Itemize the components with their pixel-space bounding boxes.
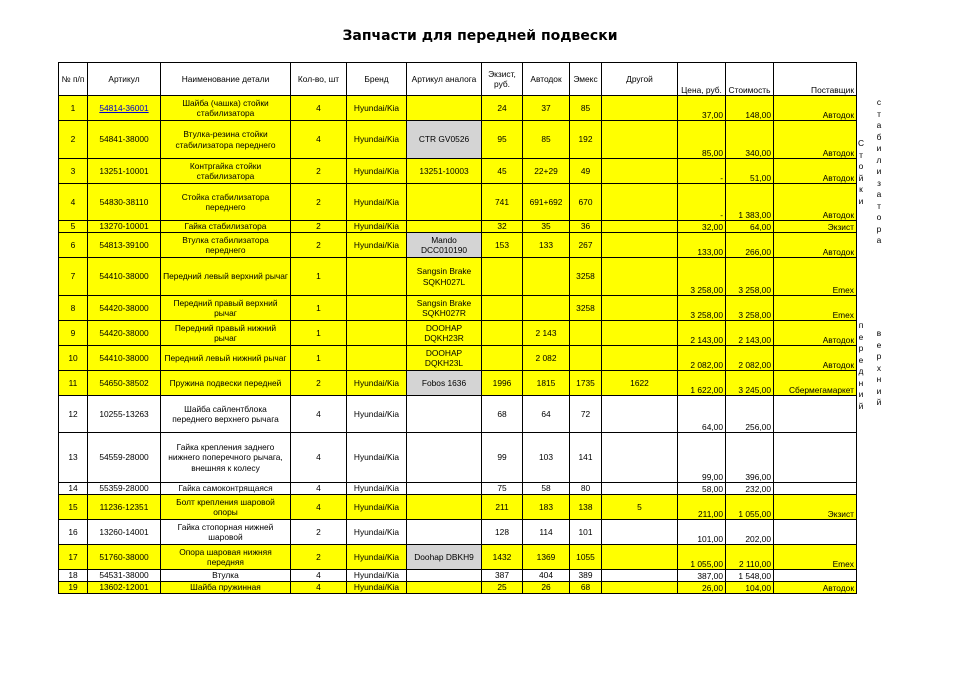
cell-exist [482,296,523,321]
cell-brand: Hyundai/Kia [347,233,407,258]
cell-exist [482,258,523,296]
cell-number: 8 [59,296,88,321]
cell-other [602,258,678,296]
cell-number: 6 [59,233,88,258]
cell-supplier: Автодок [774,159,857,184]
cell-number: 18 [59,570,88,582]
cell-avtodok: 37 [523,96,570,121]
cell-price: 1 622,00 [678,371,726,396]
cell-analog: Doohap DBKH9 [407,545,482,570]
cell-supplier: Emex [774,296,857,321]
cell-article: 54813-39100 [88,233,161,258]
cell-article: 13270-10001 [88,221,161,233]
cell-number: 16 [59,520,88,545]
cell-supplier [774,433,857,483]
col-header-number: № п/п [59,63,88,96]
cell-exist [482,321,523,346]
cell-article: 54410-38000 [88,258,161,296]
cell-article: 54531-38000 [88,570,161,582]
cell-price: 3 258,00 [678,258,726,296]
cell-exist: 95 [482,121,523,159]
table-row [59,371,857,396]
cell-cost: 2 082,00 [726,346,774,371]
cell-emex: 267 [570,233,602,258]
cell-name: Стойка стабилизатора переднего [161,184,291,221]
table-row [59,233,857,258]
cell-cost: 3 258,00 [726,296,774,321]
cell-cost: 2 110,00 [726,545,774,570]
cell-qty: 2 [291,545,347,570]
cell-other [602,396,678,433]
cell-article: 10255-13263 [88,396,161,433]
col-header-cost: Стоимость [726,63,774,96]
cell-cost: 148,00 [726,96,774,121]
cell-qty: 4 [291,582,347,594]
cell-avtodok: 35 [523,221,570,233]
cell-supplier: Сбермегамаркет [774,371,857,396]
cell-price: 99,00 [678,433,726,483]
cell-price: 64,00 [678,396,726,433]
cell-brand: Hyundai/Kia [347,582,407,594]
cell-number: 11 [59,371,88,396]
cell-name: Втулка-резина стойки стабилизатора переднего [161,121,291,159]
side-label-peredniy: передний [858,320,864,411]
cell-name: Передний правый верхний рычаг [161,296,291,321]
cell-number: 5 [59,221,88,233]
table-row [59,258,857,296]
cell-supplier: Emex [774,545,857,570]
col-header-exist: Экзист, руб. [482,63,523,96]
col-header-other: Другой [602,63,678,96]
cell-emex: 192 [570,121,602,159]
cell-supplier [774,483,857,495]
cell-price: 2 082,00 [678,346,726,371]
cell-supplier: Автодок [774,184,857,221]
cell-emex: 72 [570,396,602,433]
cell-supplier: Emex [774,258,857,296]
cell-cost: 202,00 [726,520,774,545]
cell-number: 19 [59,582,88,594]
cell-brand: Hyundai/Kia [347,184,407,221]
cell-article: 54830-38110 [88,184,161,221]
col-header-emex: Эмекс [570,63,602,96]
cell-qty: 2 [291,371,347,396]
table-row [59,346,857,371]
cell-qty: 4 [291,433,347,483]
table-row [59,221,857,233]
cell-number: 7 [59,258,88,296]
cell-avtodok: 22+29 [523,159,570,184]
cell-brand: Hyundai/Kia [347,159,407,184]
cell-cost: 64,00 [726,221,774,233]
cell-emex [570,321,602,346]
cell-article: 13602-12001 [88,582,161,594]
cell-cost: 1 548,00 [726,570,774,582]
cell-brand: Hyundai/Kia [347,570,407,582]
cell-supplier: Экзист [774,221,857,233]
cell-cost: 396,00 [726,433,774,483]
cell-avtodok [523,296,570,321]
cell-name: Болт крепления шаровой опоры [161,495,291,520]
page-title: Запчасти для передней подвески [342,28,618,44]
cell-emex: 3258 [570,258,602,296]
cell-other [602,346,678,371]
cell-analog [407,96,482,121]
cell-qty: 4 [291,570,347,582]
cell-emex [570,346,602,371]
cell-price: 58,00 [678,483,726,495]
cell-emex: 85 [570,96,602,121]
cell-name: Гайка стабилизатора [161,221,291,233]
cell-avtodok: 64 [523,396,570,433]
cell-article [88,96,161,121]
cell-article: 54420-38000 [88,296,161,321]
cell-analog: DOOHAP DQKH23R [407,321,482,346]
cell-qty: 2 [291,520,347,545]
cell-cost: 2 143,00 [726,321,774,346]
table-row [59,184,857,221]
cell-supplier: Автодок [774,233,857,258]
cell-brand: Hyundai/Kia [347,495,407,520]
cell-brand [347,346,407,371]
cell-cost: 104,00 [726,582,774,594]
cell-qty: 4 [291,396,347,433]
table-body [59,96,857,594]
cell-avtodok: 2 082 [523,346,570,371]
cell-other [602,570,678,582]
cell-exist: 211 [482,495,523,520]
col-header-supplier: Поставщик [774,63,857,96]
cell-brand: Hyundai/Kia [347,96,407,121]
cell-number: 9 [59,321,88,346]
cell-analog [407,184,482,221]
cell-article: 11236-12351 [88,495,161,520]
col-header-qty: Кол-во, шт [291,63,347,96]
side-label-stabilizatora: стабилизатора [876,97,882,245]
cell-price: 387,00 [678,570,726,582]
cell-other [602,582,678,594]
cell-article: 13251-10001 [88,159,161,184]
cell-name: Передний левый нижний рычаг [161,346,291,371]
cell-analog: Fobos 1636 [407,371,482,396]
cell-qty: 4 [291,483,347,495]
cell-article: 54559-28000 [88,433,161,483]
cell-article: 54650-38502 [88,371,161,396]
cell-price: - [678,159,726,184]
cell-exist: 1996 [482,371,523,396]
cell-exist [482,346,523,371]
cell-other [602,96,678,121]
cell-brand: Hyundai/Kia [347,121,407,159]
cell-brand: Hyundai/Kia [347,483,407,495]
cell-name: Передний левый верхний рычаг [161,258,291,296]
table-row [59,520,857,545]
cell-emex: 1055 [570,545,602,570]
cell-exist: 99 [482,433,523,483]
table-row [59,96,857,121]
cell-qty: 4 [291,495,347,520]
col-header-avtodok: Автодок [523,63,570,96]
cell-cost: 256,00 [726,396,774,433]
cell-avtodok: 133 [523,233,570,258]
cell-name: Шайба пружинная [161,582,291,594]
cell-avtodok [523,258,570,296]
cell-avtodok: 2 143 [523,321,570,346]
cell-supplier: Автодок [774,121,857,159]
side-label-stoyki: Стойки [857,138,865,206]
cell-cost: 1 383,00 [726,184,774,221]
cell-name: Гайка самоконтрящаяся [161,483,291,495]
cell-analog: Sangsin Brake SQKH027R [407,296,482,321]
table-row [59,570,857,582]
cell-emex: 49 [570,159,602,184]
cell-qty: 4 [291,96,347,121]
cell-qty: 4 [291,121,347,159]
cell-price: 101,00 [678,520,726,545]
cell-supplier: Автодок [774,346,857,371]
cell-exist: 1432 [482,545,523,570]
cell-number: 12 [59,396,88,433]
cell-number: 17 [59,545,88,570]
cell-name: Гайка крепления заднего нижнего поперечного рычага, внешняя к колесу [161,433,291,483]
header-row [59,63,857,96]
parts-table [58,62,857,594]
cell-exist: 128 [482,520,523,545]
cell-price: 85,00 [678,121,726,159]
cell-exist: 75 [482,483,523,495]
cell-price: 1 055,00 [678,545,726,570]
cell-name: Контргайка стойки стабилизатора [161,159,291,184]
cell-exist: 68 [482,396,523,433]
cell-article: 54420-38000 [88,321,161,346]
table-row [59,495,857,520]
cell-name: Шайба (чашка) стойки стабилизатора [161,96,291,121]
cell-emex: 389 [570,570,602,582]
cell-qty: 1 [291,346,347,371]
cell-other [602,296,678,321]
cell-exist: 25 [482,582,523,594]
cell-number: 13 [59,433,88,483]
col-header-name: Наименование детали [161,63,291,96]
cell-brand: Hyundai/Kia [347,520,407,545]
table-row [59,121,857,159]
table-row [59,296,857,321]
cell-article: 13260-14001 [88,520,161,545]
table-row [59,483,857,495]
cell-brand [347,258,407,296]
cell-cost: 1 055,00 [726,495,774,520]
cell-analog [407,582,482,594]
table-row [59,545,857,570]
cell-cost: 3 245,00 [726,371,774,396]
cell-analog: Mando DCC010190 [407,233,482,258]
col-header-brand: Бренд [347,63,407,96]
cell-supplier [774,570,857,582]
cell-name: Гайка стопорная нижней шаровой [161,520,291,545]
cell-avtodok: 58 [523,483,570,495]
cell-analog: 13251-10003 [407,159,482,184]
cell-article: 55359-28000 [88,483,161,495]
cell-avtodok: 1369 [523,545,570,570]
cell-other: 1622 [602,371,678,396]
cell-analog [407,570,482,582]
cell-article: 54841-38000 [88,121,161,159]
cell-supplier: Экзист [774,495,857,520]
cell-number: 4 [59,184,88,221]
cell-qty: 2 [291,233,347,258]
cell-brand [347,321,407,346]
cell-emex: 138 [570,495,602,520]
cell-name: Опора шаровая нижняя передняя [161,545,291,570]
cell-name: Втулка стабилизатора переднего [161,233,291,258]
cell-emex: 3258 [570,296,602,321]
cell-other [602,483,678,495]
cell-analog [407,495,482,520]
cell-brand: Hyundai/Kia [347,433,407,483]
table-row [59,433,857,483]
cell-other: 5 [602,495,678,520]
cell-exist: 387 [482,570,523,582]
cell-brand [347,296,407,321]
cell-cost: 51,00 [726,159,774,184]
cell-analog: DOOHAP DQKH23L [407,346,482,371]
cell-analog: CTR GV0526 [407,121,482,159]
cell-other [602,520,678,545]
cell-analog [407,520,482,545]
cell-avtodok: 691+692 [523,184,570,221]
cell-supplier: Автодок [774,321,857,346]
cell-brand: Hyundai/Kia [347,545,407,570]
cell-supplier: Автодок [774,96,857,121]
cell-number: 15 [59,495,88,520]
cell-avtodok: 26 [523,582,570,594]
cell-name: Передний правый нижний рычаг [161,321,291,346]
cell-number: 1 [59,96,88,121]
cell-article: 54410-38000 [88,346,161,371]
cell-price: 3 258,00 [678,296,726,321]
cell-exist: 24 [482,96,523,121]
cell-analog: Sangsin Brake SQKH027L [407,258,482,296]
cell-qty: 1 [291,296,347,321]
cell-emex: 80 [570,483,602,495]
cell-emex: 1735 [570,371,602,396]
cell-cost: 340,00 [726,121,774,159]
cell-supplier [774,396,857,433]
cell-number: 3 [59,159,88,184]
table-row [59,159,857,184]
cell-supplier [774,520,857,545]
side-label-verhniy: верхний [876,328,882,407]
cell-name: Шайба сайлентблока переднего верхнего рычага [161,396,291,433]
cell-other [602,221,678,233]
cell-other [602,321,678,346]
cell-emex: 36 [570,221,602,233]
cell-emex: 141 [570,433,602,483]
cell-exist: 45 [482,159,523,184]
cell-avtodok: 404 [523,570,570,582]
cell-other [602,233,678,258]
cell-other [602,184,678,221]
cell-number: 2 [59,121,88,159]
cell-price: - [678,184,726,221]
cell-analog [407,483,482,495]
cell-brand: Hyundai/Kia [347,396,407,433]
cell-price: 26,00 [678,582,726,594]
cell-emex: 101 [570,520,602,545]
cell-name: Втулка [161,570,291,582]
cell-cost: 3 258,00 [726,258,774,296]
cell-qty: 2 [291,159,347,184]
cell-avtodok: 114 [523,520,570,545]
cell-price: 211,00 [678,495,726,520]
cell-exist: 741 [482,184,523,221]
cell-price: 2 143,00 [678,321,726,346]
cell-price: 32,00 [678,221,726,233]
cell-avtodok: 103 [523,433,570,483]
cell-supplier: Автодок [774,582,857,594]
article-link[interactable]: 54814-36001 [99,102,149,113]
cell-emex: 670 [570,184,602,221]
cell-exist: 32 [482,221,523,233]
cell-number: 14 [59,483,88,495]
cell-qty: 2 [291,221,347,233]
cell-analog [407,433,482,483]
cell-name: Пружина подвески передней [161,371,291,396]
cell-emex: 68 [570,582,602,594]
cell-article: 51760-38000 [88,545,161,570]
cell-number: 10 [59,346,88,371]
col-header-article: Артикул [88,63,161,96]
cell-qty: 2 [291,184,347,221]
cell-cost: 266,00 [726,233,774,258]
cell-price: 133,00 [678,233,726,258]
table-row [59,582,857,594]
table-row [59,396,857,433]
cell-exist: 153 [482,233,523,258]
cell-qty: 1 [291,258,347,296]
col-header-analog: Артикул аналога [407,63,482,96]
cell-brand: Hyundai/Kia [347,371,407,396]
table-row [59,321,857,346]
cell-other [602,433,678,483]
cell-cost: 232,00 [726,483,774,495]
cell-other [602,121,678,159]
cell-avtodok: 1815 [523,371,570,396]
col-header-price: Цена, руб. [678,63,726,96]
cell-other [602,159,678,184]
cell-price: 37,00 [678,96,726,121]
cell-qty: 1 [291,321,347,346]
cell-analog [407,396,482,433]
cell-avtodok: 85 [523,121,570,159]
cell-brand: Hyundai/Kia [347,221,407,233]
cell-analog [407,221,482,233]
cell-other [602,545,678,570]
cell-avtodok: 183 [523,495,570,520]
